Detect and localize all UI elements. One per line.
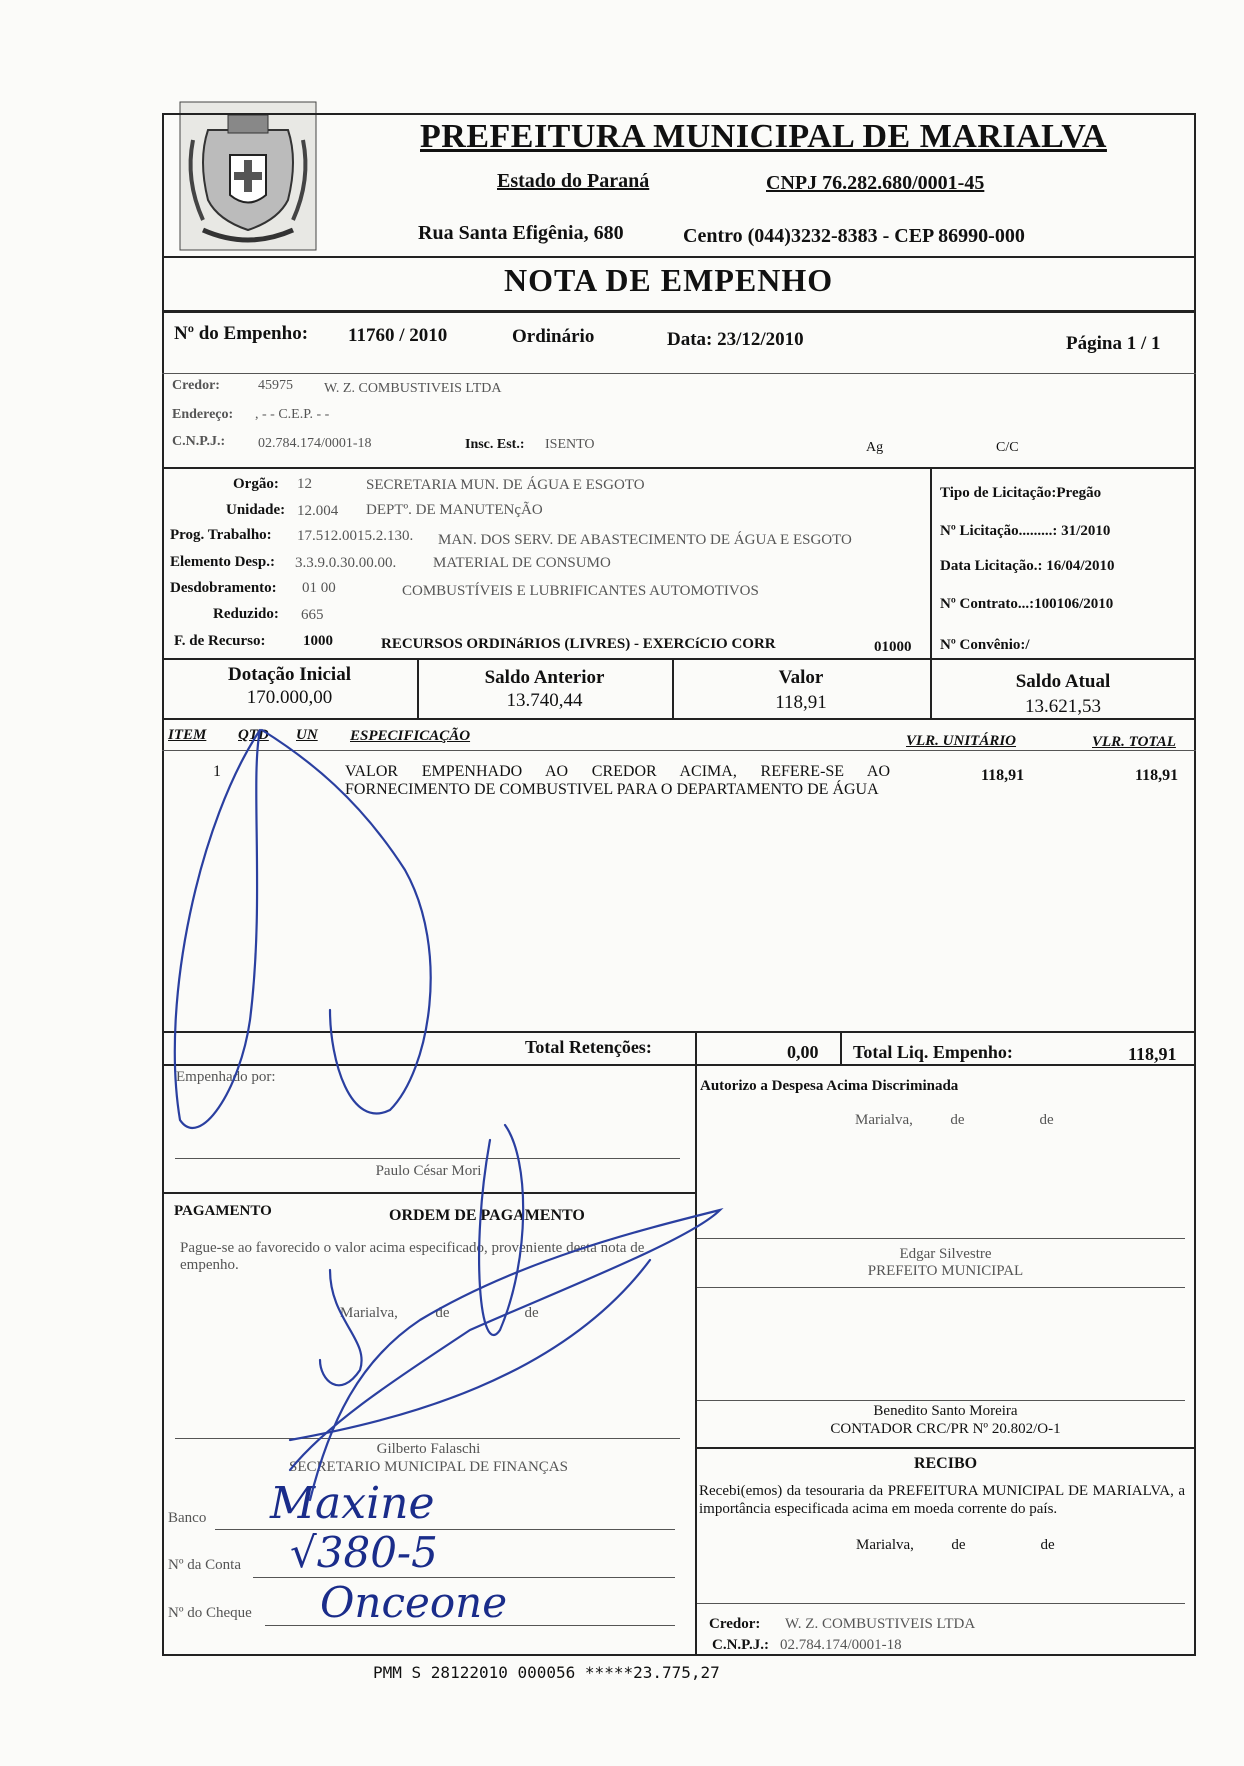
orgao-value: 12 bbox=[297, 476, 312, 492]
empenhado-nome: Paulo César Mori bbox=[375, 1163, 482, 1179]
conta-handwritten: √380-5 bbox=[290, 1528, 438, 1577]
unidade-label: Unidade: bbox=[226, 502, 286, 518]
saldo-atual-label: Saldo Atual bbox=[1015, 671, 1111, 692]
orgao-label: Orgão: bbox=[233, 476, 279, 492]
orgao-name: SECRETARIA MUN. DE ÁGUA E ESGOTO bbox=[366, 477, 645, 493]
item-specification: VALOR EMPENHADO AO CREDOR ACIMA, REFERE-SE AO FORNECIMENTO DE COMBUSTIVEL PARA O DEPARTAMENTO DE ÁGUA bbox=[345, 763, 890, 798]
desdobramento-name: COMBUSTÍVEIS E LUBRIFICANTES AUTOMOTIVOS bbox=[402, 583, 759, 599]
footer-credor-label: Credor: bbox=[709, 1616, 761, 1632]
cc-label: C/C bbox=[996, 440, 1019, 455]
saldo-atual-value: 13.621,53 bbox=[1025, 696, 1101, 717]
total-column-header: VLR. TOTAL bbox=[1092, 734, 1176, 750]
reduzido-label: Reduzido: bbox=[213, 606, 279, 622]
reduzido-value: 665 bbox=[301, 607, 324, 623]
autorizo-label: Autorizo a Despesa Acima Discriminada bbox=[700, 1078, 959, 1094]
cheque-handwritten: Onceone bbox=[320, 1578, 508, 1627]
empenho-number-label: Nº do Empenho: bbox=[174, 323, 309, 344]
cnpj-label: CNPJ 76.282.680/0001-45 bbox=[766, 172, 985, 194]
footer-cnpj: 02.784.174/0001-18 bbox=[780, 1637, 902, 1653]
contador-cargo: CONTADOR CRC/PR Nº 20.802/O-1 bbox=[830, 1421, 1061, 1437]
numero-convenio: Nº Convênio:/ bbox=[940, 637, 1030, 653]
secretario-nome: Gilberto Falaschi bbox=[376, 1441, 481, 1457]
elemento-value: 3.3.9.0.30.00.00. bbox=[295, 555, 397, 571]
prog-label: Prog. Trabalho: bbox=[170, 527, 272, 543]
elemento-label: Elemento Desp.: bbox=[170, 554, 275, 570]
pagamento-label: PAGAMENTO bbox=[174, 1203, 272, 1219]
credor-cnpj-label: C.N.P.J.: bbox=[172, 434, 226, 449]
total-liq-value: 118,91 bbox=[1128, 1044, 1177, 1064]
retencoes-value: 0,00 bbox=[787, 1042, 819, 1062]
local-data-autorizo: Marialva, de de bbox=[855, 1112, 1054, 1128]
address-value: , - - C.E.P. - - bbox=[255, 407, 330, 422]
elemento-name: MATERIAL DE CONSUMO bbox=[433, 555, 611, 571]
footer-cnpj-label: C.N.P.J.: bbox=[712, 1637, 769, 1653]
empenho-type: Ordinário bbox=[512, 326, 595, 347]
conta-label: Nº da Conta bbox=[168, 1557, 241, 1573]
page-number: Página 1 / 1 bbox=[1066, 333, 1161, 354]
ag-label: Ag bbox=[866, 440, 884, 455]
item-unit-price: 118,91 bbox=[981, 767, 1025, 784]
banco-handwritten: Maxine bbox=[270, 1478, 435, 1529]
recibo-text: Recebi(emos) da tesouraria da PREFEITURA MUNICIPAL DE MARIALVA, a importância especificada acima em moeda corrente do país. bbox=[699, 1483, 1185, 1517]
page-title: PREFEITURA MUNICIPAL DE MARIALVA bbox=[420, 118, 1107, 155]
unidade-name: DEPTº. DE MANUTENçÃO bbox=[366, 502, 543, 518]
address-label: Centro (044)3232-8383 - CEP 86990-000 bbox=[683, 225, 1025, 247]
credor-cnpj: 02.784.174/0001-18 bbox=[258, 436, 372, 451]
ordem-pagamento-label: ORDEM DE PAGAMENTO bbox=[389, 1207, 585, 1224]
recurso-name: RECURSOS ORDINáRIOS (LIVRES) - EXERCíCIO CORR bbox=[381, 636, 776, 652]
desdobramento-value: 01 00 bbox=[302, 580, 336, 596]
numero-licitacao: Nº Licitação.........: 31/2010 bbox=[940, 523, 1111, 539]
credor-name: W. Z. COMBUSTIVEIS LTDA bbox=[324, 381, 502, 396]
recurso-label: F. de Recurso: bbox=[174, 633, 266, 649]
insc-label: Insc. Est.: bbox=[465, 437, 525, 452]
saldo-anterior-value: 13.740,44 bbox=[506, 690, 583, 711]
credor-code: 45975 bbox=[258, 378, 293, 393]
retencoes-label: Total Retenções: bbox=[525, 1037, 652, 1057]
empenho-date: Data: 23/12/2010 bbox=[667, 329, 804, 350]
unidade-value: 12.004 bbox=[297, 503, 339, 519]
prefeito-cargo: PREFEITO MUNICIPAL bbox=[867, 1263, 1024, 1279]
prog-name: MAN. DOS SERV. DE ABASTECIMENTO DE ÁGUA E ESGOTO bbox=[438, 532, 852, 548]
banco-label: Banco bbox=[168, 1510, 207, 1526]
contador-nome: Benedito Santo Moreira bbox=[873, 1403, 1018, 1419]
numero-contrato: Nº Contrato...:100106/2010 bbox=[940, 596, 1114, 612]
street-label: Rua Santa Efigênia, 680 bbox=[418, 222, 624, 244]
empenhado-por-label: Empenhado por: bbox=[176, 1069, 276, 1085]
dotacao-value: 170.000,00 bbox=[246, 687, 333, 708]
payment-stamp: PMM S 28122010 000056 *****23.775,27 bbox=[373, 1663, 720, 1682]
insc-value: ISENTO bbox=[545, 437, 595, 452]
un-column-header: UN bbox=[296, 727, 318, 743]
local-data-recibo: Marialva, de de bbox=[856, 1537, 1055, 1553]
credor-label: Credor: bbox=[172, 378, 220, 393]
empenho-number: 11760 / 2010 bbox=[348, 325, 448, 346]
desdobramento-label: Desdobramento: bbox=[170, 580, 277, 596]
document-title: NOTA DE EMPENHO bbox=[504, 262, 834, 298]
total-liq-label: Total Liq. Empenho: bbox=[853, 1042, 1013, 1062]
qtd-column-header: QTD bbox=[238, 727, 269, 743]
prefeito-nome: Edgar Silvestre bbox=[899, 1246, 992, 1262]
state-label: Estado do Paraná bbox=[497, 170, 650, 192]
local-data-pagamento: Marialva, de de bbox=[340, 1305, 539, 1321]
secretario-cargo: SECRETARIO MUNICIPAL DE FINANÇAS bbox=[289, 1459, 568, 1475]
recibo-label: RECIBO bbox=[913, 1455, 978, 1472]
recurso-code: 01000 bbox=[874, 639, 912, 655]
valor-value: 118,91 bbox=[775, 692, 827, 713]
prog-value: 17.512.0015.2.130. bbox=[297, 528, 414, 544]
address-field-label: Endereço: bbox=[172, 407, 234, 422]
spec-column-header: ESPECIFICAÇÃO bbox=[350, 728, 471, 744]
item-total: 118,91 bbox=[1135, 767, 1179, 784]
tipo-licitacao: Tipo de Licitação:Pregão bbox=[940, 485, 1102, 501]
dotacao-label: Dotação Inicial bbox=[228, 664, 351, 685]
recurso-value: 1000 bbox=[303, 633, 333, 649]
pague-se-text: Pague-se ao favorecido o valor acima especificado, proveniente desta nota de empenho. bbox=[180, 1240, 645, 1273]
unit-price-column-header: VLR. UNITÁRIO bbox=[906, 733, 1017, 749]
saldo-anterior-label: Saldo Anterior bbox=[484, 667, 605, 688]
item-column-header: ITEM bbox=[168, 727, 207, 743]
data-licitacao: Data Licitação.: 16/04/2010 bbox=[940, 558, 1115, 574]
cheque-label: Nº do Cheque bbox=[168, 1605, 252, 1621]
valor-label: Valor bbox=[778, 667, 824, 688]
item-number: 1 bbox=[213, 763, 221, 780]
footer-credor-nome: W. Z. COMBUSTIVEIS LTDA bbox=[785, 1616, 976, 1632]
